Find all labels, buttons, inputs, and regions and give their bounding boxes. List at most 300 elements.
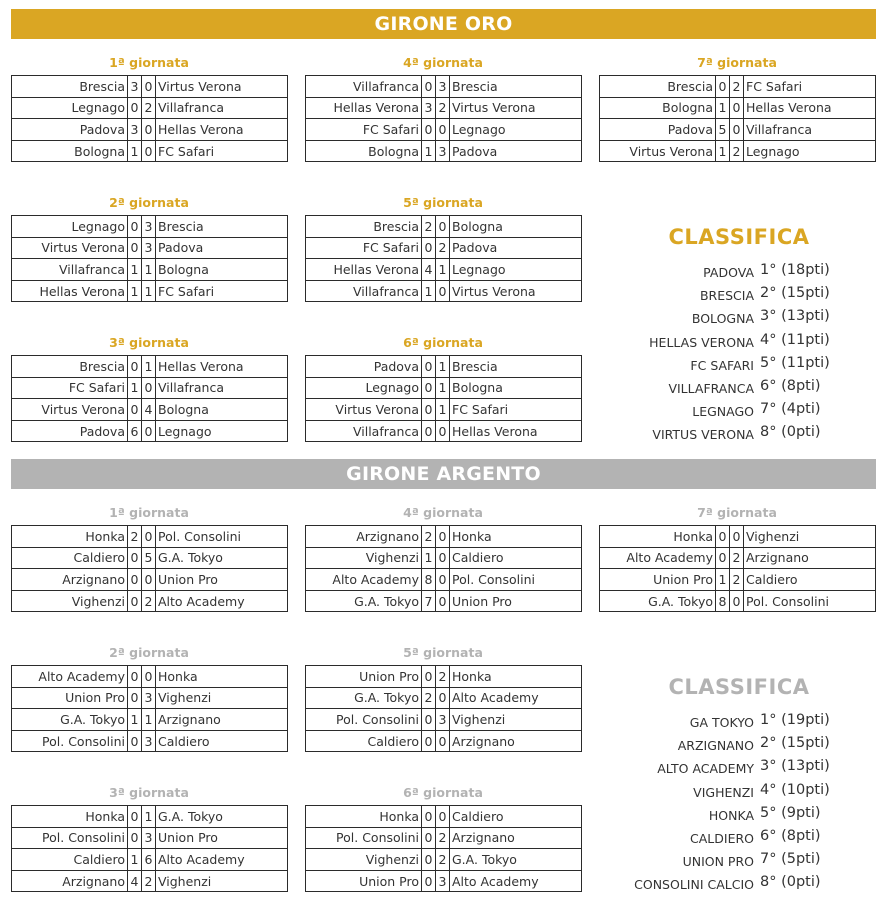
home-team: Villafranca [306,280,422,302]
standings-team: HELLAS VERONA [649,334,754,350]
away-team: Honka [450,526,582,548]
match-row [12,827,288,849]
match-row [12,237,288,259]
home-team: Brescia [12,76,128,98]
standings-row [560,401,860,424]
results-table [11,525,288,612]
match-row [306,97,582,119]
home-team: Padova [600,119,716,141]
home-team: Virtus Verona [12,237,128,259]
match-row [600,97,876,119]
standings-row [560,758,860,781]
round-title: 2ª giornata [109,645,189,660]
away-team: Alto Academy [156,590,288,612]
standings-row [560,355,860,378]
match-row [12,76,288,98]
home-team: Hellas Verona [306,259,422,281]
away-team: Honka [156,666,288,688]
home-score: 5 [716,119,730,141]
standings-team: BOLOGNA [691,311,754,327]
match-row [306,356,582,378]
home-team: Virtus Verona [306,399,422,421]
standings-position: 2° (15pti) [760,285,830,302]
round-title: 6ª giornata [403,335,483,350]
home-team: Padova [12,420,128,442]
home-team: G.A. Tokyo [306,590,422,612]
standings-position: 3° (13pti) [760,308,830,325]
standings-row [560,712,860,735]
standings-row [560,285,860,308]
away-score: 0 [436,280,450,302]
match-row [12,666,288,688]
away-score: 0 [142,420,156,442]
away-team: Arzignano [156,709,288,731]
away-score: 3 [436,140,450,162]
home-team: Alto Academy [12,666,128,688]
match-row [12,356,288,378]
away-team: Union Pro [450,590,582,612]
home-team: G.A. Tokyo [306,687,422,709]
away-score: 0 [436,547,450,569]
away-score: 0 [436,806,450,828]
away-score: 0 [730,119,744,141]
away-score: 0 [436,730,450,752]
home-team: Union Pro [12,687,128,709]
home-team: Arzignano [12,569,128,591]
home-team: Hellas Verona [306,97,422,119]
round-title: 1ª giornata [109,505,189,520]
away-score: 1 [436,377,450,399]
away-team: Brescia [450,356,582,378]
results-table [305,355,582,442]
home-score: 2 [422,687,436,709]
away-team: Hellas Verona [156,356,288,378]
home-score: 0 [422,849,436,871]
match-row [12,140,288,162]
standings-row [560,874,860,897]
standings-team: UNION PRO [682,854,754,870]
standings-team: HONKA [708,807,754,823]
results-table [11,805,288,892]
match-row [306,827,582,849]
home-score: 1 [128,280,142,302]
away-team: Caldiero [744,569,876,591]
match-row [306,526,582,548]
match-row [306,730,582,752]
away-score: 0 [436,687,450,709]
match-row [600,119,876,141]
away-score: 2 [436,666,450,688]
away-team: G.A. Tokyo [156,806,288,828]
home-score: 1 [716,569,730,591]
match-row [12,849,288,871]
away-score: 1 [142,259,156,281]
away-team: Vighenzi [156,870,288,892]
home-score: 0 [128,216,142,238]
away-team: Bologna [450,377,582,399]
home-score: 0 [716,526,730,548]
home-score: 0 [422,420,436,442]
home-team: Caldiero [12,547,128,569]
round-title: 4ª giornata [403,505,483,520]
home-score: 0 [422,827,436,849]
standings-row [560,851,860,874]
away-team: Villafranca [156,97,288,119]
away-team: Pol. Consolini [156,526,288,548]
away-team: Alto Academy [156,849,288,871]
away-team: Villafranca [744,119,876,141]
away-team: Arzignano [450,730,582,752]
home-score: 0 [128,666,142,688]
home-score: 3 [422,97,436,119]
home-team: Union Pro [306,666,422,688]
away-score: 6 [142,849,156,871]
home-team: Pol. Consolini [12,827,128,849]
match-row [600,547,876,569]
away-score: 2 [142,97,156,119]
match-row [12,420,288,442]
home-score: 8 [422,569,436,591]
away-team: Virtus Verona [450,97,582,119]
away-score: 1 [436,356,450,378]
away-team: Legnago [744,140,876,162]
away-score: 1 [142,356,156,378]
match-row [306,569,582,591]
match-row [306,237,582,259]
home-team: Honka [12,806,128,828]
away-score: 0 [436,216,450,238]
home-score: 2 [422,526,436,548]
match-row [12,569,288,591]
home-score: 0 [128,569,142,591]
round-title: 5ª giornata [403,195,483,210]
match-row [306,590,582,612]
away-score: 0 [730,590,744,612]
away-score: 0 [436,569,450,591]
results-table [305,805,582,892]
away-score: 3 [142,827,156,849]
results-table [11,355,288,442]
home-score: 0 [128,97,142,119]
away-team: FC Safari [156,140,288,162]
standings-team: VIRTUS VERONA [652,427,754,443]
standings-row [560,308,860,331]
away-team: FC Safari [744,76,876,98]
away-score: 2 [730,76,744,98]
away-score: 2 [142,870,156,892]
away-team: Brescia [450,76,582,98]
home-score: 0 [422,806,436,828]
home-score: 1 [128,259,142,281]
match-row [12,590,288,612]
away-score: 1 [436,399,450,421]
match-row [600,569,876,591]
home-score: 0 [128,687,142,709]
standings-team: ARZIGNANO [677,738,754,754]
away-team: Caldiero [450,806,582,828]
away-team: Alto Academy [450,870,582,892]
results-table [11,665,288,752]
home-score: 0 [716,76,730,98]
away-team: Legnago [156,420,288,442]
home-team: Bologna [306,140,422,162]
match-row [306,76,582,98]
match-row [306,140,582,162]
results-table [599,525,876,612]
home-team: Vighenzi [306,547,422,569]
home-score: 1 [128,709,142,731]
away-score: 3 [142,687,156,709]
home-team: Arzignano [306,526,422,548]
home-score: 1 [128,140,142,162]
home-team: Vighenzi [12,590,128,612]
home-score: 0 [128,590,142,612]
away-team: Bologna [156,259,288,281]
home-score: 1 [422,140,436,162]
away-team: FC Safari [450,399,582,421]
away-score: 1 [142,806,156,828]
home-score: 0 [422,666,436,688]
away-score: 0 [142,76,156,98]
match-row [306,666,582,688]
away-score: 3 [436,870,450,892]
results-table [305,75,582,162]
home-score: 0 [422,76,436,98]
away-team: Villafranca [156,377,288,399]
standings-team: GA TOKYO [689,715,754,730]
match-row [12,730,288,752]
away-team: Honka [450,666,582,688]
match-row [306,709,582,731]
away-team: Vighenzi [744,526,876,548]
away-team: Bologna [450,216,582,238]
home-team: Caldiero [306,730,422,752]
home-team: Caldiero [12,849,128,871]
round-title: 5ª giornata [403,645,483,660]
round-title: 4ª giornata [403,55,483,70]
home-team: Union Pro [600,569,716,591]
standings-position: 7° (4pti) [760,401,821,418]
standings-row [560,262,860,285]
standings-team: VILLAFRANCA [668,381,754,396]
match-row [12,526,288,548]
match-row [600,76,876,98]
away-score: 0 [142,526,156,548]
round-title: 3ª giornata [109,335,189,350]
round-title: 6ª giornata [403,785,483,800]
away-score: 2 [436,237,450,259]
round-title: 7ª giornata [697,55,777,70]
home-team: Vighenzi [306,849,422,871]
match-row [12,547,288,569]
home-score: 6 [128,420,142,442]
away-score: 5 [142,547,156,569]
match-row [306,806,582,828]
away-team: Caldiero [156,730,288,752]
match-row [12,119,288,141]
home-score: 0 [422,730,436,752]
standings-position: 4° (11pti) [760,331,830,348]
home-score: 0 [422,377,436,399]
home-team: Bologna [12,140,128,162]
results-table [305,665,582,752]
match-row [306,399,582,421]
standings-row [560,424,860,447]
away-team: Padova [156,237,288,259]
away-team: Hellas Verona [156,119,288,141]
home-score: 0 [422,709,436,731]
home-score: 8 [716,590,730,612]
home-team: Virtus Verona [12,399,128,421]
away-score: 2 [730,547,744,569]
away-team: Brescia [156,216,288,238]
home-team: Brescia [12,356,128,378]
home-team: Pol. Consolini [12,730,128,752]
away-score: 3 [436,76,450,98]
home-team: Villafranca [12,259,128,281]
round-title: 7ª giornata [697,505,777,520]
home-score: 0 [422,356,436,378]
home-team: Villafranca [306,76,422,98]
home-score: 7 [422,590,436,612]
match-row [12,259,288,281]
match-row [306,216,582,238]
away-score: 0 [142,140,156,162]
home-score: 4 [128,870,142,892]
round-title: 1ª giornata [109,55,189,70]
match-row [600,526,876,548]
away-team: Alto Academy [450,687,582,709]
match-row [12,806,288,828]
away-score: 2 [436,849,450,871]
standings-position: 4° (10pti) [760,781,830,798]
home-team: Hellas Verona [12,280,128,302]
away-score: 3 [142,237,156,259]
home-team: Alto Academy [600,547,716,569]
home-team: Alto Academy [306,569,422,591]
away-team: G.A. Tokyo [156,547,288,569]
home-score: 0 [128,356,142,378]
home-team: Honka [600,526,716,548]
home-score: 2 [128,526,142,548]
home-score: 1 [128,849,142,871]
match-row [306,119,582,141]
standings-team: LEGNAGO [692,404,754,420]
home-team: Virtus Verona [600,140,716,162]
away-score: 0 [142,666,156,688]
away-team: Virtus Verona [156,76,288,98]
away-score: 4 [142,399,156,421]
match-row [600,140,876,162]
standings-position: 6° (8pti) [760,828,821,844]
home-score: 1 [422,280,436,302]
away-team: Hellas Verona [450,420,582,442]
match-row [12,687,288,709]
match-row [306,547,582,569]
away-team: Virtus Verona [450,280,582,302]
results-table [599,75,876,162]
away-score: 2 [730,140,744,162]
home-team: Pol. Consolini [306,709,422,731]
away-score: 3 [142,730,156,752]
away-score: 3 [142,216,156,238]
standings-row [560,332,860,355]
home-score: 1 [422,547,436,569]
away-team: Arzignano [450,827,582,849]
match-row [306,870,582,892]
away-score: 0 [142,377,156,399]
results-table [305,525,582,612]
standings-title: CLASSIFICA [668,675,810,699]
home-score: 0 [422,399,436,421]
home-team: FC Safari [306,237,422,259]
standings-position: 5° (11pti) [760,354,830,371]
match-row [12,97,288,119]
standings-row [560,782,860,805]
home-score: 1 [128,377,142,399]
home-score: 1 [716,140,730,162]
home-score: 2 [422,216,436,238]
home-team: Honka [306,806,422,828]
standings-position: 6° (8pti) [760,378,821,394]
away-team: Padova [450,140,582,162]
away-score: 0 [436,590,450,612]
match-row [306,849,582,871]
away-team: Caldiero [450,547,582,569]
standings-team: VIGHENZI [693,784,754,800]
away-score: 3 [436,709,450,731]
away-team: Union Pro [156,569,288,591]
away-team: Legnago [450,259,582,281]
standings-team: BRESCIA [699,288,754,304]
results-table [11,75,288,162]
standings-team: FC SAFARI [690,357,754,373]
home-score: 0 [422,237,436,259]
home-score: 0 [422,119,436,141]
home-team: Union Pro [306,870,422,892]
home-score: 1 [716,97,730,119]
match-row [306,259,582,281]
away-score: 2 [436,827,450,849]
away-score: 0 [730,526,744,548]
away-score: 0 [142,569,156,591]
home-team: Bologna [600,97,716,119]
standings-team: CALDIERO [690,831,754,846]
match-row [12,377,288,399]
away-score: 0 [436,420,450,442]
standings-position: 8° (0pti) [760,874,821,891]
standings-position: 1° (18pti) [760,262,830,278]
group-banner-oro: GIRONE ORO [11,9,876,39]
away-team: Bologna [156,399,288,421]
home-score: 0 [128,237,142,259]
home-score: 0 [716,547,730,569]
away-team: G.A. Tokyo [450,849,582,871]
standings-team: PADOVA [703,265,754,280]
away-score: 2 [142,590,156,612]
home-score: 3 [128,119,142,141]
away-score: 0 [436,119,450,141]
standings-title: CLASSIFICA [668,225,810,249]
home-team: Legnago [12,216,128,238]
standings-row [560,805,860,828]
home-team: Brescia [306,216,422,238]
home-team: Legnago [306,377,422,399]
home-score: 3 [128,76,142,98]
round-title: 3ª giornata [109,785,189,800]
group-banner-argento: GIRONE ARGENTO [11,459,876,489]
standings-row [560,828,860,851]
